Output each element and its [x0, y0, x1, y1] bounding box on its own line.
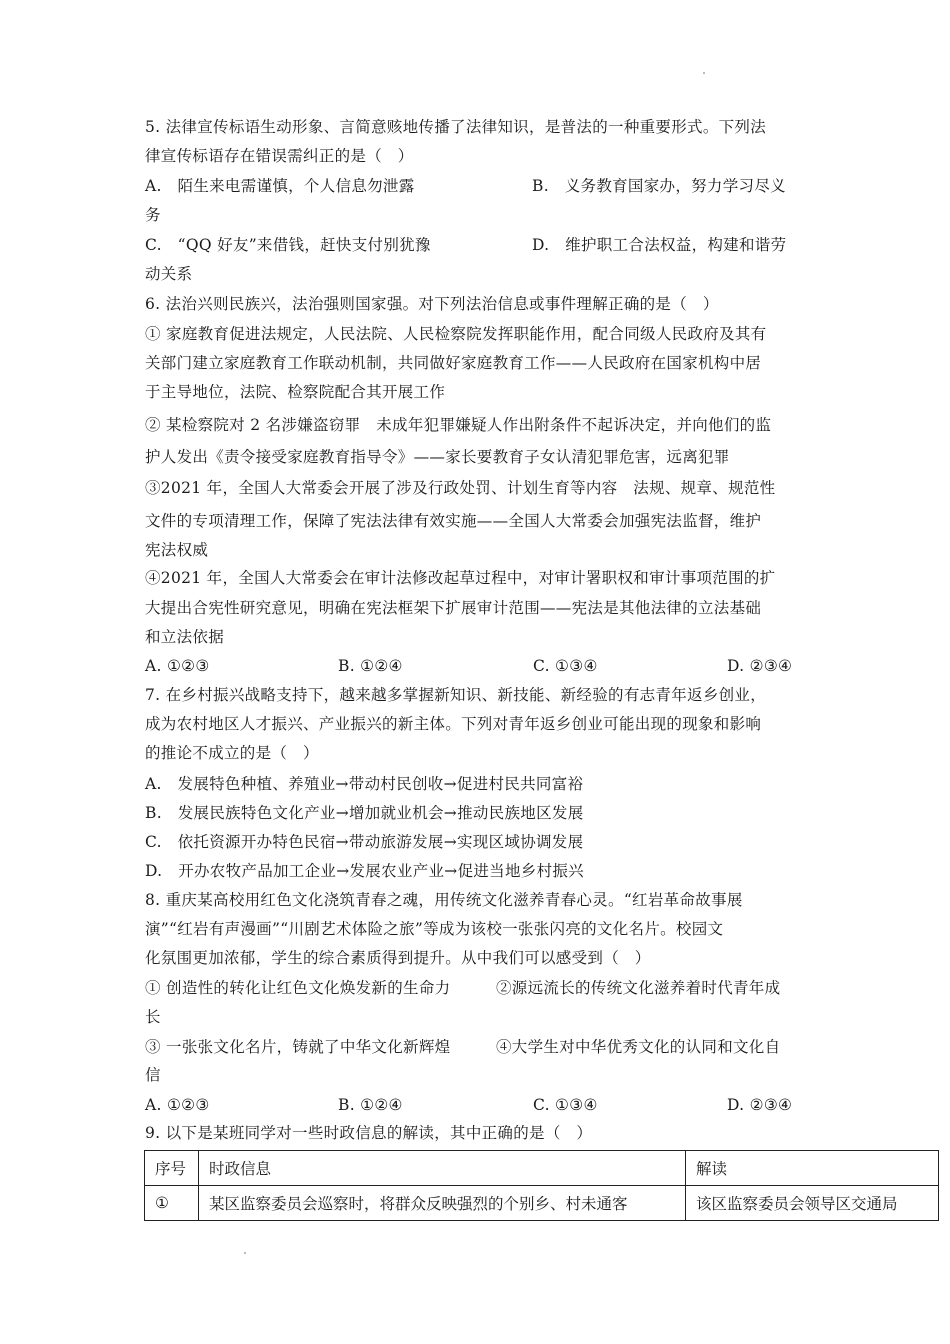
q8-stem-line-3: 化氛围更加浓郁，学生的综合素质得到提升。从中我们可以感受到（ ） [145, 949, 651, 967]
q6-option-a: A. ①②③ [145, 657, 210, 675]
q5-option-d-cont: 动关系 [145, 265, 193, 283]
q9-table [144, 1150, 939, 1221]
q6-statement-4-line-1: ④2021 年，全国人大常委会在审计法修改起草过程中，对审计署职权和审计事项范围的扩 [145, 569, 776, 587]
q8-statement-1: ① 创造性的转化让红色文化焕发新的生命力 [145, 979, 451, 997]
table-header-interpretation: 解读 [686, 1151, 939, 1186]
q6-statement-1-line-1: ① 家庭教育促进法规定，人民法院、人民检察院发挥职能作用，配合同级人民政府及其有 [145, 325, 767, 343]
q7-option-d: D. 开办农牧产品加工企业→发展农业产业→促进当地乡村振兴 [145, 862, 584, 880]
q6-statement-3-line-2: 文件的专项清理工作，保障了宪法法律有效实施——全国人大常委会加强宪法监督，维护 [145, 512, 762, 530]
q6-option-c: C. ①③④ [533, 657, 598, 675]
q6-statement-3-line-1: ③2021 年，全国人大常委会开展了涉及行政处罚、计划生育等内容 法规、规章、规范性 [145, 479, 776, 497]
q6-statement-1-line-2: 关部门建立家庭教育工作联动机制，共同做好家庭教育工作——人民政府在国家机构中居 [145, 354, 762, 372]
q7-stem-line-1: 7. 在乡村振兴战略支持下，越来越多掌握新知识、新技能、新经验的有志青年返乡创业， [145, 686, 767, 704]
q8-statement-2-cont: 长 [145, 1008, 161, 1026]
scan-speck [703, 72, 705, 74]
q8-stem-line-2: 演”“红岩有声漫画”“川剧艺术体险之旅”等成为该校一张张闪亮的文化名片。校园文 [145, 920, 724, 938]
q7-option-c: C. 依托资源开办特色民宿→带动旅游发展→实现区域协调发展 [145, 833, 584, 851]
q5-option-d: D. 维护职工合法权益，构建和谐劳 [532, 236, 787, 254]
q5-stem-line-1: 5. 法律宣传标语生动形象、言简意赅地传播了法律知识，是普法的一种重要形式。下列法 [145, 118, 767, 136]
q7-stem-line-3: 的推论不成立的是（ ） [145, 744, 319, 762]
q6-statement-2-line-2: 护人发出《责令接受家庭教育指导令》——家长要教育子女认清犯罪危害，远离犯罪 [145, 448, 730, 466]
q8-statement-2: ②源远流长的传统文化滋养着时代青年成 [496, 979, 781, 997]
q6-statement-4-line-2: 大提出合宪性研究意见，明确在宪法框架下扩展审计范围——宪法是其他法律的立法基础 [145, 599, 762, 617]
q9-stem: 9. 以下是某班同学对一些时政信息的解读，其中正确的是（ ） [145, 1124, 593, 1142]
q7-stem-line-2: 成为农村地区人才振兴、产业振兴的新主体。下列对青年返乡创业可能出现的现象和影响 [145, 715, 762, 733]
q8-stem-line-1: 8. 重庆某高校用红色文化浇筑青春之魂，用传统文化滋养青春心灵。“红岩革命故事展 [145, 891, 743, 909]
q5-option-b: B. 义务教育国家办，努力学习尽义 [532, 177, 786, 195]
q6-stem: 6. 法治兴则民族兴，法治强则国家强。对下列法治信息或事件理解正确的是（ ） [145, 295, 719, 313]
q5-stem-line-2: 律宣传标语存在错误需纠正的是（ ） [145, 147, 414, 165]
q7-option-a: A. 发展特色种植、养殖业→带动村民创收→促进村民共同富裕 [145, 775, 584, 793]
q7-option-b: B. 发展民族特色文化产业→增加就业机会→推动民族地区发展 [145, 804, 584, 822]
q8-option-d: D. ②③④ [727, 1096, 793, 1114]
q6-option-b: B. ①②④ [338, 657, 403, 675]
table-header-index: 序号 [145, 1151, 199, 1186]
table-row [145, 1186, 939, 1221]
q8-option-c: C. ①③④ [533, 1096, 598, 1114]
table-header-row [145, 1151, 939, 1186]
table-header-info: 时政信息 [199, 1151, 686, 1186]
q6-option-d: D. ②③④ [727, 657, 793, 675]
table-cell-interpretation: 该区监察委员会领导区交通局 [686, 1186, 939, 1221]
q6-statement-3-line-3: 宪法权威 [145, 541, 209, 559]
q8-statement-4-cont: 信 [145, 1066, 161, 1084]
table-cell-info: 某区监察委员会巡察时，将群众反映强烈的个别乡、村未通客 [199, 1186, 686, 1221]
q5-option-b-cont: 务 [145, 206, 161, 224]
q6-statement-2-line-1: ② 某检察院对 2 名涉嫌盗窃罪 未成年犯罪嫌疑人作出附条件不起诉决定，并向他们的监 [145, 416, 772, 434]
q6-statement-4-line-3: 和立法依据 [145, 628, 225, 646]
q8-option-b: B. ①②④ [338, 1096, 403, 1114]
q8-statement-3: ③ 一张张文化名片，铸就了中华文化新辉煌 [145, 1038, 451, 1056]
q5-option-c: C. “QQ 好友”来借钱，赶快支付别犹豫 [145, 236, 431, 254]
q6-statement-1-line-3: 于主导地位，法院、检察院配合其开展工作 [145, 383, 446, 401]
scan-speck [244, 1252, 246, 1254]
q8-statement-4: ④大学生对中华优秀文化的认同和文化自 [496, 1038, 781, 1056]
q5-option-a: A. 陌生来电需谨慎，个人信息勿泄露 [145, 177, 415, 195]
table-cell-index: ① [145, 1186, 199, 1221]
q8-option-a: A. ①②③ [145, 1096, 210, 1114]
